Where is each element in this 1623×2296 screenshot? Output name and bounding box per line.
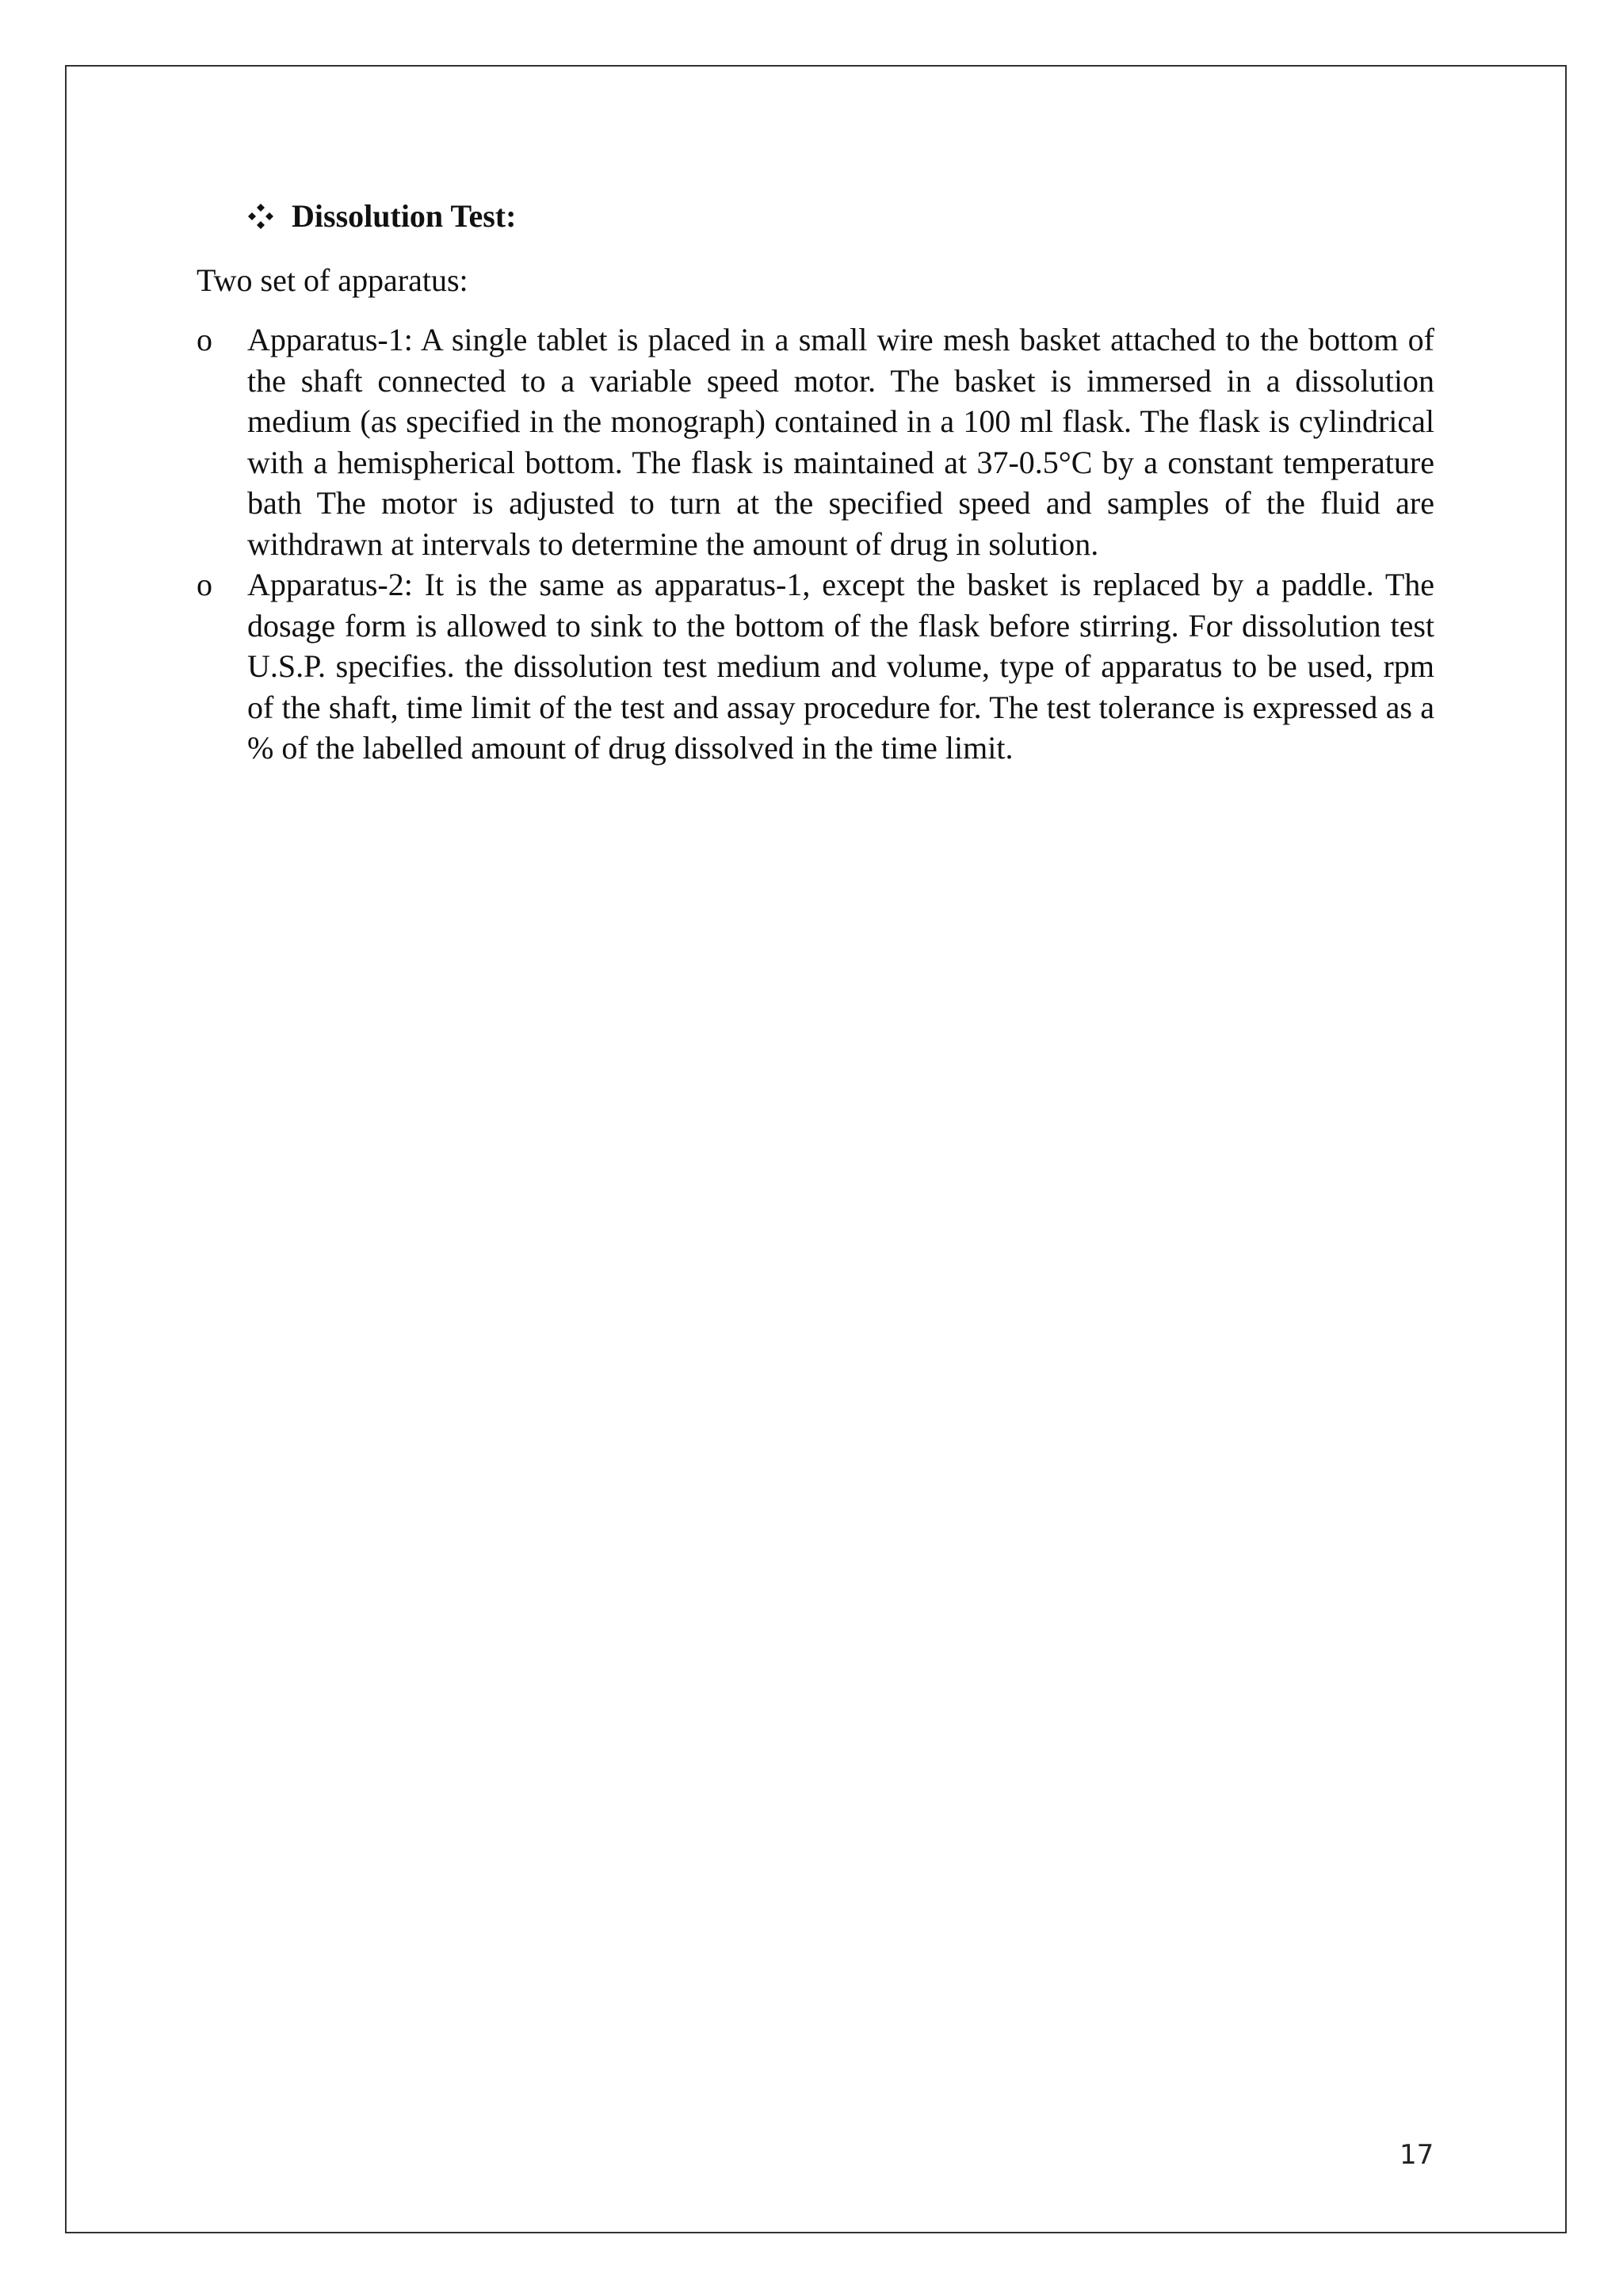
list-item-apparatus-2	[197, 564, 1434, 769]
section-heading	[247, 192, 516, 241]
four-diamond-bullet-icon	[247, 203, 274, 230]
section-title: Dissolution Test:	[292, 198, 517, 234]
list-item-apparatus-1	[197, 319, 1434, 564]
apparatus-list	[197, 319, 1434, 769]
list-item-text: Apparatus-1: A single tablet is placed in a small wire mesh basket attached to the bottom of the shaft connected to a variable speed motor. The basket is immersed in a dissolution medium (as specified in the monograph) contained in a 100 ml flask. The flask is cylindrical with a hemispherical bottom. The flask is maintained at 37-0.5°C by a constant temperature bath The motor is adjusted to turn at the specified speed and samples of the fluid are withdrawn at intervals to determine the amount of drug in solution.	[247, 322, 1434, 562]
intro-text: Two set of apparatus:	[197, 262, 468, 298]
list-bullet: o	[197, 567, 212, 602]
page-number: 17	[1400, 2139, 1434, 2171]
list-item-text: Apparatus-2: It is the same as apparatus-1, except the basket is replaced by a paddle. The dosage form is allowed to sink to the bottom of the flask before stirring. For dissolution test U.S.P. specifies. the dissolution test medium and volume, type of apparatus to be used, rpm of the shaft, time limit of the test and assay procedure for. The test tolerance is expressed as a % of the labelled amount of drug dissolved in the time limit.	[247, 567, 1434, 766]
list-bullet: o	[197, 322, 212, 357]
